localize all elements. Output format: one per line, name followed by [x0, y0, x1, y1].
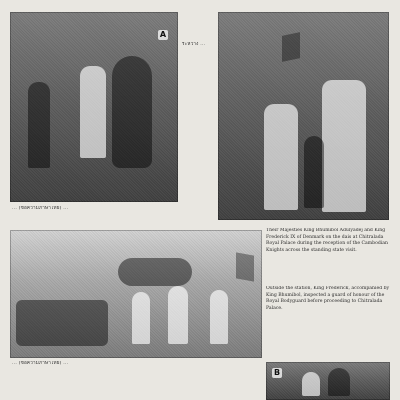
- caption-thai-under-top-left: [12, 206, 214, 226]
- photo-crowd: [16, 300, 108, 346]
- caption-en-right-middle: [266, 228, 392, 280]
- photo-label-a: A: [159, 30, 167, 39]
- caption-en-right-lower-text: Outside the station, King Frederick, accompanied by King Bhumibol, inspected a guard of honour of the Royal Bodyguard before proceeding to Chitralada Palace.: [266, 286, 390, 311]
- photo-top-right: [218, 12, 389, 220]
- caption-thai-right-top: [182, 42, 216, 192]
- caption-thai-under-top-left-text: ... (ข้อความภาษาไทย) ...: [12, 206, 69, 211]
- photo-label-b: B: [273, 368, 281, 377]
- photo-figure: [264, 104, 298, 210]
- photo-figure: [132, 292, 150, 344]
- photo-figure: [112, 56, 152, 168]
- caption-en-right-middle-text: Their Majesties King Bhumibol Adulyadej and King Frederick IX of Denmark on the dais at Chitralada Royal Palace during the reception of the Cambodian Knights across the standing state visit.: [266, 228, 388, 253]
- photo-flag: [236, 252, 254, 281]
- photo-figure: [302, 372, 320, 396]
- photo-trees: [118, 258, 192, 286]
- caption-thai-bottom-text: ... (ข้อความภาษาไทย) ...: [12, 361, 69, 366]
- photo-figure: [28, 82, 50, 168]
- photo-figure: [168, 286, 188, 344]
- photo-figure: [304, 136, 324, 208]
- photo-middle-left: [10, 230, 262, 358]
- photo-flag: [282, 32, 300, 62]
- photo-bottom-right: [266, 362, 390, 400]
- photo-figure: [328, 368, 350, 396]
- photo-figure: [80, 66, 106, 158]
- caption-thai-bottom: [12, 361, 258, 395]
- photo-figure: [210, 290, 228, 344]
- photo-figure: [322, 80, 366, 212]
- photo-top-left: [10, 12, 178, 202]
- caption-thai-right-top-text: ระหว่าง ...: [182, 42, 206, 47]
- caption-en-right-lower: [266, 286, 392, 346]
